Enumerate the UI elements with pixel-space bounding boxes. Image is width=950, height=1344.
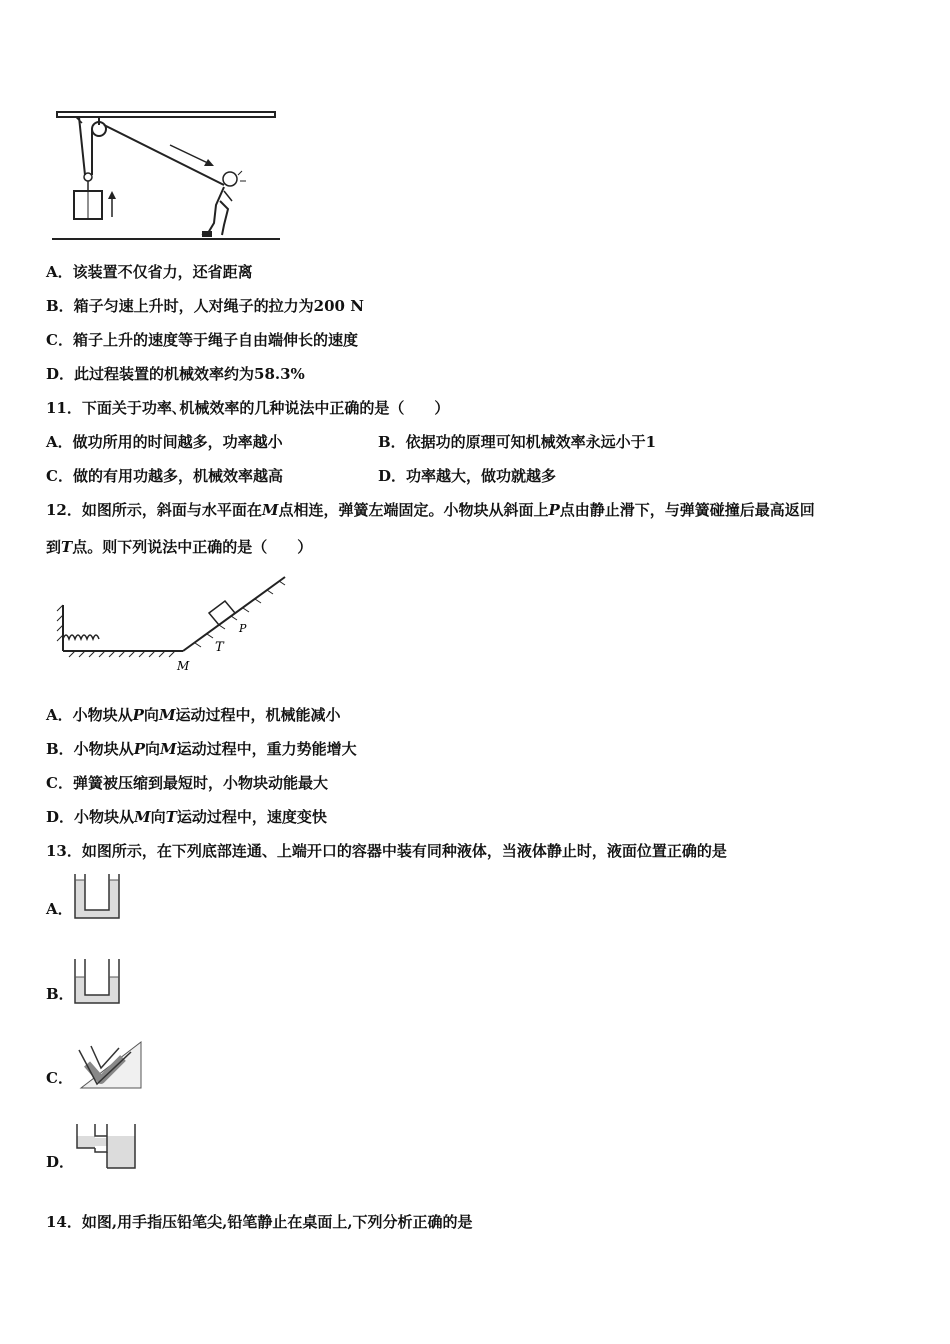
q12-opt-part: 向 [144, 740, 160, 758]
q14-stem: 14．如图,用手指压铅笔尖,铅笔静止在桌面上,下列分析正确的是 [46, 1213, 473, 1231]
q12-opt-part: 向 [150, 808, 166, 826]
q12-stem-line1 [46, 500, 815, 520]
q13-label-d: D． [46, 1153, 75, 1171]
q12-var-m: M [261, 501, 279, 519]
q12-var-p: P [133, 740, 145, 758]
q12-var-m: M [158, 706, 176, 724]
q12-opt-part: D．小物块从 [46, 808, 135, 826]
q11-stem: 11．下面关于功率､机械效率的几种说法中正确的是（ ） [46, 399, 450, 417]
label-t: T [215, 640, 224, 655]
q12-opt-part: 向 [143, 706, 159, 724]
q12-opt-part: 运动过程中，机械能减小 [175, 706, 341, 724]
q11-option-a: A．做功所用的时间越多，功率越小 [46, 433, 283, 451]
q13-label-b: B． [46, 985, 74, 1003]
q12-var-p: P [132, 706, 144, 724]
q10-option-d: D．此过程装置的机械效率约为58.3% [46, 365, 305, 383]
q13-label-c: C． [46, 1069, 73, 1087]
incline-figure [55, 575, 295, 675]
q12-var-t: T [61, 538, 73, 556]
q12-opt-part: 运动过程中，重力势能增大 [176, 740, 357, 758]
pulley-figure [52, 105, 282, 245]
q11-option-b: B．依据功的原理可知机械效率永远小于1 [378, 433, 657, 451]
label-p: P [239, 622, 247, 635]
q12-option-a [46, 705, 341, 725]
q12-stem-part: 点。则下列说法中正确的是（ ） [72, 538, 313, 556]
q12-stem-part: 12．如图所示，斜面与水平面在 [46, 501, 262, 519]
q10-option-b: B．箱子匀速上升时，人对绳子的拉力为200 N [46, 297, 364, 315]
container-d-figure [73, 1122, 139, 1174]
q11-option-c: C．做的有用功越多，机械效率越高 [46, 467, 283, 485]
q12-opt-part: 运动过程中，速度变快 [176, 808, 327, 826]
q12-option-d [46, 807, 327, 827]
container-b-figure [73, 957, 123, 1009]
q12-var-t: T [165, 808, 177, 826]
q12-option-c: C．弹簧被压缩到最短时，小物块动能最大 [46, 774, 328, 792]
q11-option-d: D．功率越大，做功就越多 [378, 467, 557, 485]
q12-stem-part: 点相连，弹簧左端固定。小物块从斜面上 [278, 501, 549, 519]
q12-opt-part: B．小物块从 [46, 740, 134, 758]
q12-stem-line2 [46, 537, 312, 557]
q10-option-c: C．箱子上升的速度等于绳子自由端伸长的速度 [46, 331, 358, 349]
q12-stem-part: 到 [46, 538, 62, 556]
q12-option-b [46, 739, 357, 759]
container-c-figure [73, 1038, 145, 1094]
q12-var-m: M [159, 740, 177, 758]
container-a-figure [73, 872, 123, 924]
q12-var-p: P [548, 501, 560, 519]
label-m: M [177, 659, 190, 673]
q12-stem-part: 点由静止滑下，与弹簧碰撞后最高返回 [559, 501, 815, 519]
q13-label-a: A． [46, 900, 73, 918]
q12-opt-part: A．小物块从 [46, 706, 133, 724]
q12-var-m: M [134, 808, 151, 826]
q10-option-a: A．该装置不仅省力，还省距离 [46, 263, 253, 281]
q13-stem: 13．如图所示，在下列底部连通、上端开口的容器中装有同种液体，当液体静止时，液面位置正确的是 [46, 842, 727, 860]
